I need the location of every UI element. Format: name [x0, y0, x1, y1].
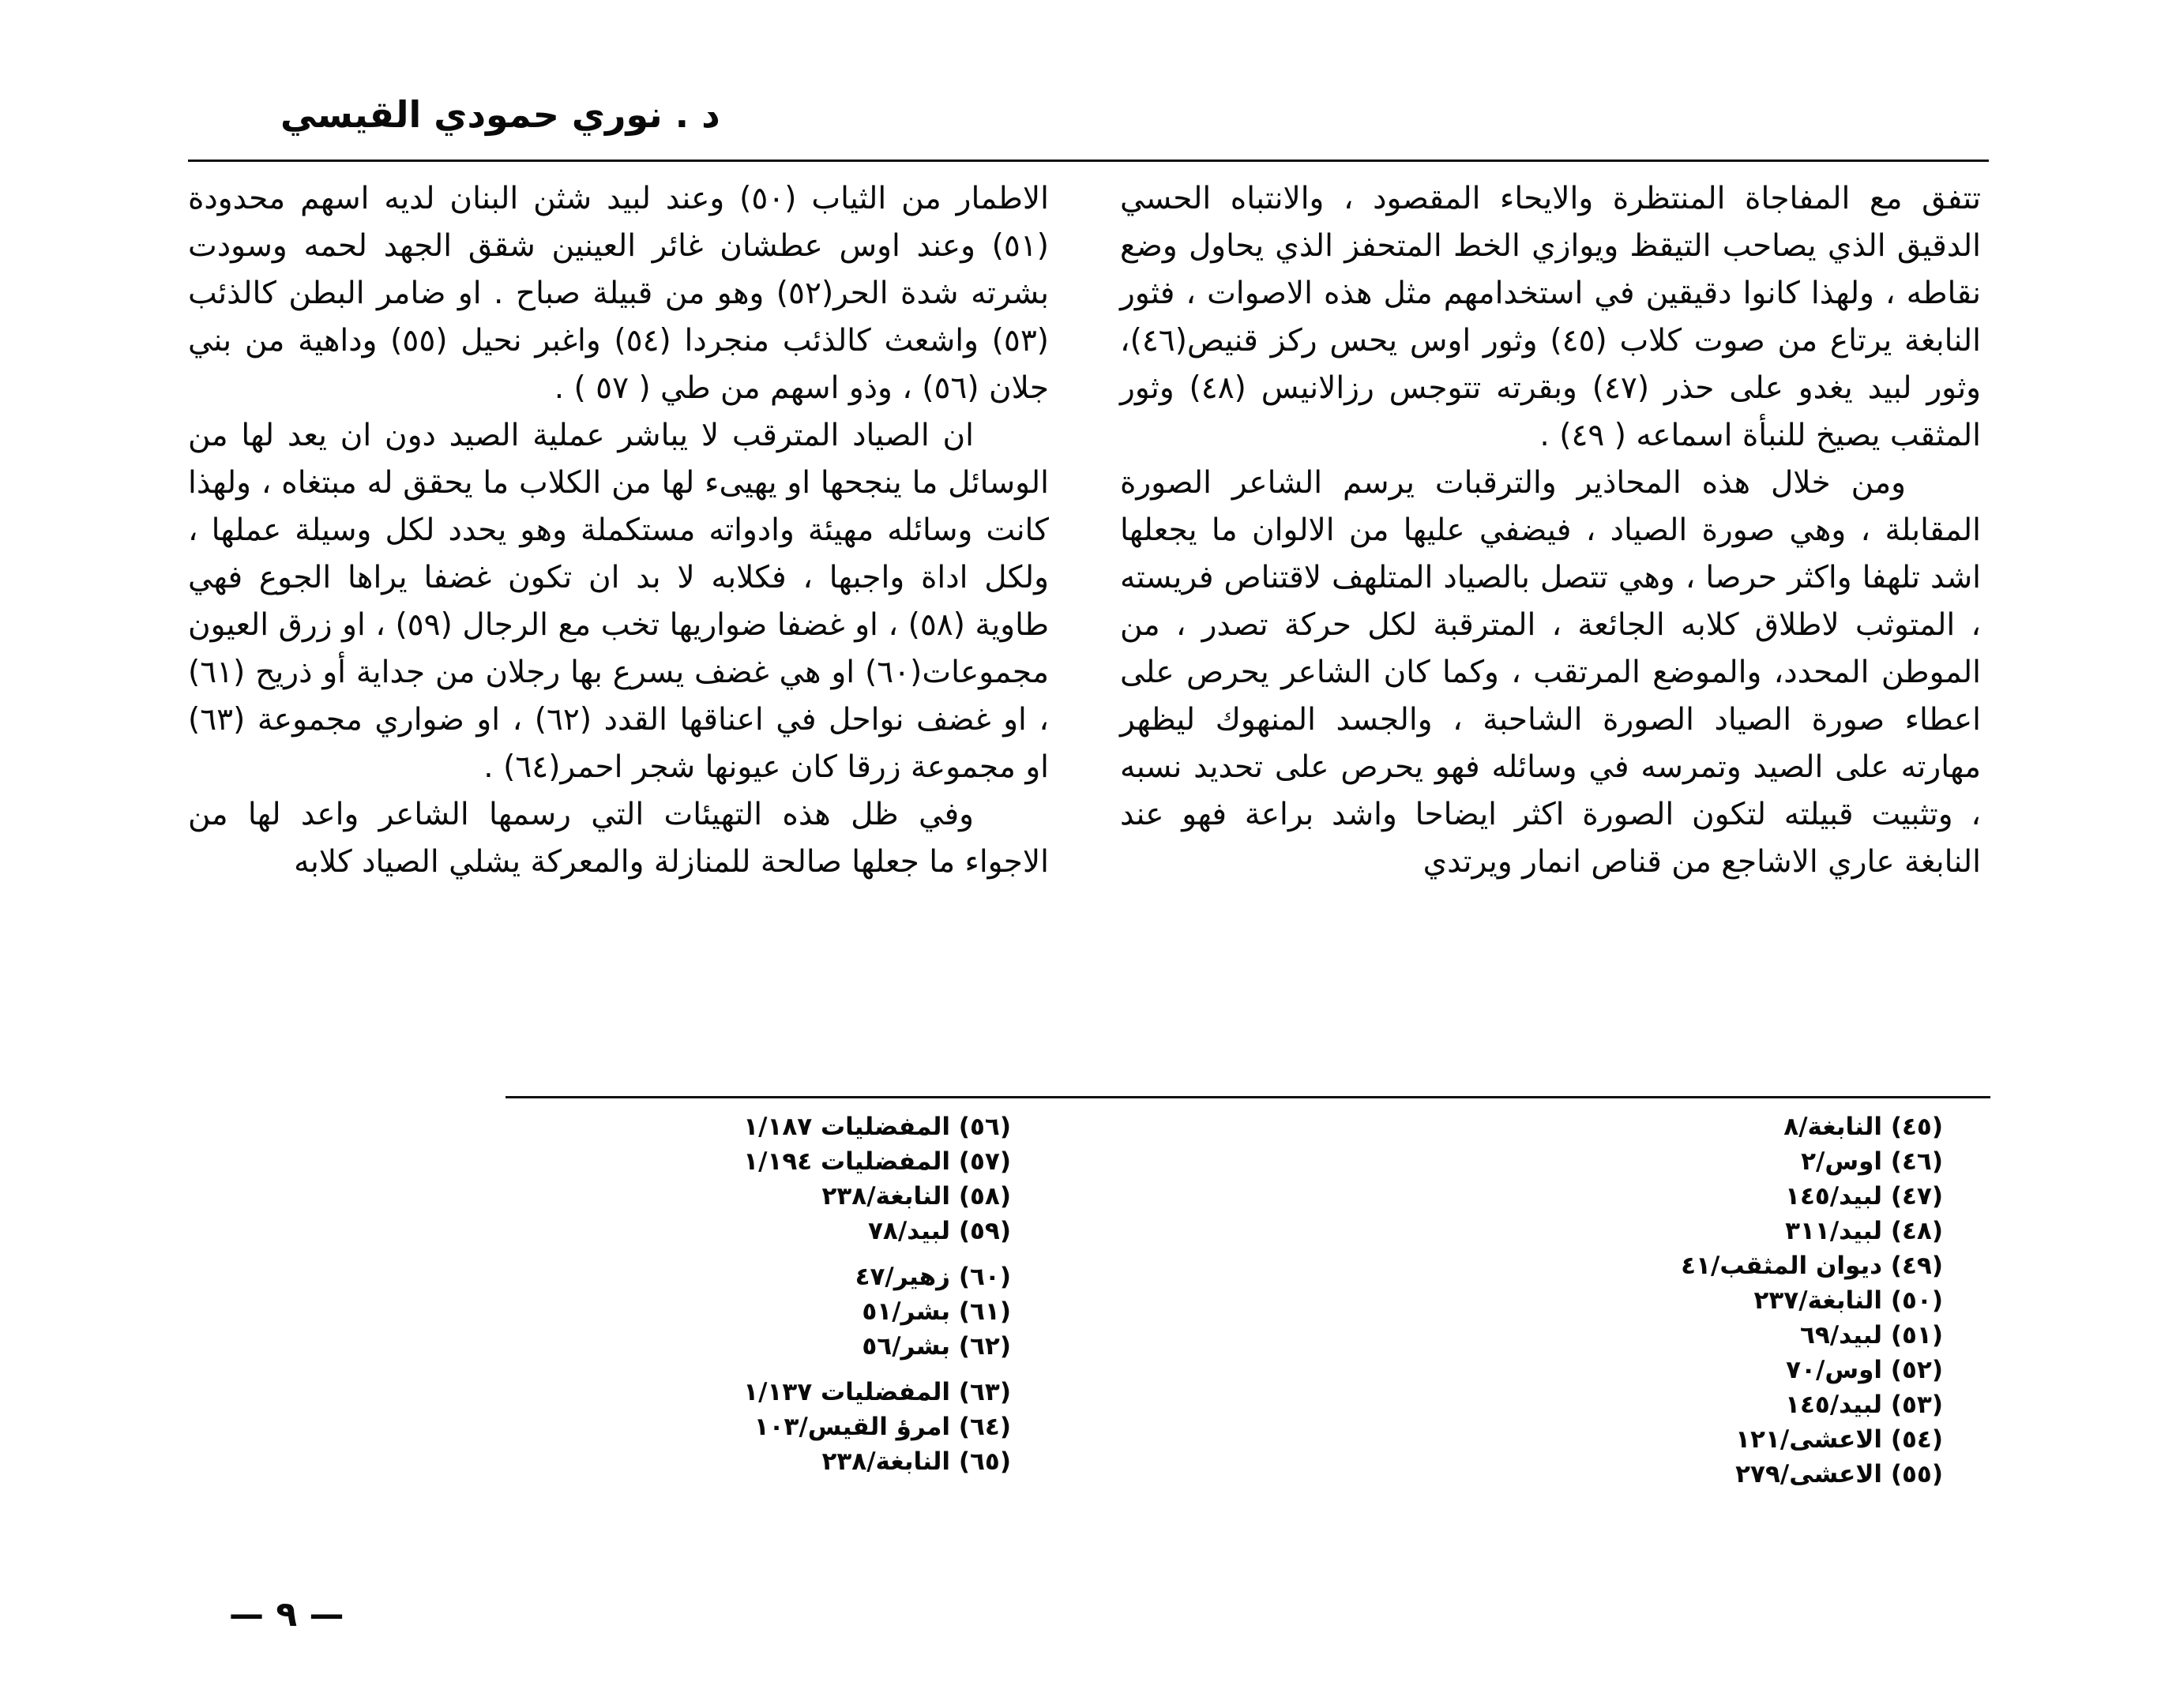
footnote: (٦٠) زهير/٤٧: [855, 1263, 1011, 1291]
paragraph: ومن خلال هذه المحاذير والترقبات يرسم الشاعر الصورة المقابلة ، وهي صورة الصياد ، فيضفي عليها من الالوان ما يجعلها اشد تلهفا واكثر حرصا ، وهي تتصل بالصياد المتلهف لاقتناص فريسته ، المتوثب لاطلاق كلابه الجائعة ، المترقبة لكل حركة تصدر ، من الموطن المحدد، والموضع المرتقب ، وكما كان الشاعر يحرص على اعطاء صورة الصياد الصورة الشاحبة ، والجسد المنهوك ليظهر مهارته على الصيد وتمرسه في وسائله فهو يحرص على تحديد نسبه ، وتثبيت قبيلته لتكون الصورة اكثر ايضاحا واشد براعة فهو عند النابغة عاري الاشاجع من قناص انمار ويرتدي: [1120, 465, 1981, 880]
paragraph: الاطمار من الثياب (٥٠) وعند لبيد شثن البنان لديه اسهم محدودة (٥١) وعند اوس عطشان غائر العينين شقق الجهد لحمه وسودت بشرته شدة الحر(٥٢) وهو من قبيلة صباح . او ضامر البطن كالذئب (٥٣) واشعث كالذئب منجردا (٥٤) واغبر نحيل (٥٥) وداهية من بني جلان (٥٦) ، وذو اسهم من طي ( ٥٧ ) .: [188, 181, 1049, 406]
footnote: (٥٩) لبيد/٧٨: [868, 1217, 1011, 1245]
footnote: (٥٠) النابغة/٢٣٧: [1753, 1286, 1943, 1315]
page-number: — ٩ —: [229, 1594, 344, 1635]
footnote: (٦٥) النابغة/٢٣٨: [821, 1447, 1011, 1476]
footnote: (٥٧) المفضليات ١/١٩٤: [743, 1147, 1011, 1176]
footnote: (٥٢) اوس/٧٠: [1786, 1356, 1943, 1384]
footnote: (٥٨) النابغة/٢٣٨: [821, 1182, 1011, 1211]
footnote: (٥٤) الاعشى/١٢١: [1735, 1425, 1943, 1454]
footnote: (٥٣) لبيد/١٤٥: [1785, 1391, 1943, 1419]
footnote: (٦٣) المفضليات ١/١٣٧: [743, 1378, 1011, 1406]
footnote: (٥٦) المفضليات ١/١٨٧: [743, 1113, 1011, 1141]
footnote: (٤٦) اوس/٢: [1801, 1147, 1943, 1176]
right-text-column: [1120, 175, 1981, 886]
footnotes-right-column: [1643, 1109, 1943, 1492]
footnote: (٦٢) بشر/٥٦: [862, 1332, 1011, 1361]
paragraph: ان الصياد المترقب لا يباشر عملية الصيد دون ان يعد لها من الوسائل ما ينجحها او يهيىء لها من الكلاب ما يحقق له مبتغاه ، ولهذا كانت وسائله مهيئة وادواته مستكملة وهو يحدد لكل وسيلة عملها ، ولكل اداة واجبها ، فكلابه لا بد ان تكون غضفا يراها الجوع فهي طاوية (٥٨) ، او غضفا ضواريها تخب مع الرجال (٥٩) ، او زرق العيون مجموعات(٦٠) او هي غضف يسرع بها رجلان من جداية أو ذريح (٦١) ، او غضف نواحل في اعناقها القدد (٦٢) ، او ضواري مجموعة (٦٣) او مجموعة زرقا كان عيونها شجر احمر(٦٤) .: [188, 418, 1050, 785]
footnote-gap: [695, 1364, 1011, 1375]
footnote: (٦١) بشر/٥١: [862, 1297, 1011, 1326]
footnote-gap: [695, 1248, 1011, 1259]
paragraph: تتفق مع المفاجاة المنتظرة والايحاء المقصود ، والانتباه الحسي الدقيق الذي يصاحب التيقظ ويوازي الخط المتحفز الذي يحاول وضع نقاطه ، ولهذا كانوا دقيقين في استخدامهم مثل هذه الاصوات ، فثور النابغة يرتاع من صوت كلاب (٤٥) وثور اوس يحس ركز قنيص(٤٦)، وثور لبيد يغدو على حذر (٤٧) وبقرته تتوجس رزالانيس (٤٨) وثور المثقب يصيخ للنبأة اسماعه ( ٤٩) .: [1120, 181, 1982, 453]
footnote: (٤٩) ديوان المثقب/٤١: [1681, 1252, 1943, 1280]
footnote: (٥١) لبيد/٦٩: [1800, 1321, 1943, 1350]
footnote: (٥٥) الاعشى/٢٧٩: [1735, 1460, 1943, 1488]
left-text-column: [188, 175, 1049, 886]
footnote: (٤٨) لبيد/٣١١: [1785, 1217, 1943, 1245]
footnotes-left-column: [695, 1109, 1011, 1479]
paragraph: وفي ظل هذه التهيئات التي رسمها الشاعر واعد لها من الاجواء ما جعلها صالحة للمنازلة والمعركة يشلي الصياد كلابه: [188, 797, 1049, 880]
header-rule: [188, 160, 1989, 162]
footnote: (٦٤) امرؤ القيس/١٠٣: [754, 1413, 1011, 1441]
footnote: (٤٥) النابغة/٨: [1783, 1113, 1943, 1141]
running-head-author: د . نوري حمودي القيسي: [280, 93, 720, 136]
footnote: (٤٧) لبيد/١٤٥: [1785, 1182, 1943, 1211]
footnotes-rule: [505, 1096, 1990, 1098]
